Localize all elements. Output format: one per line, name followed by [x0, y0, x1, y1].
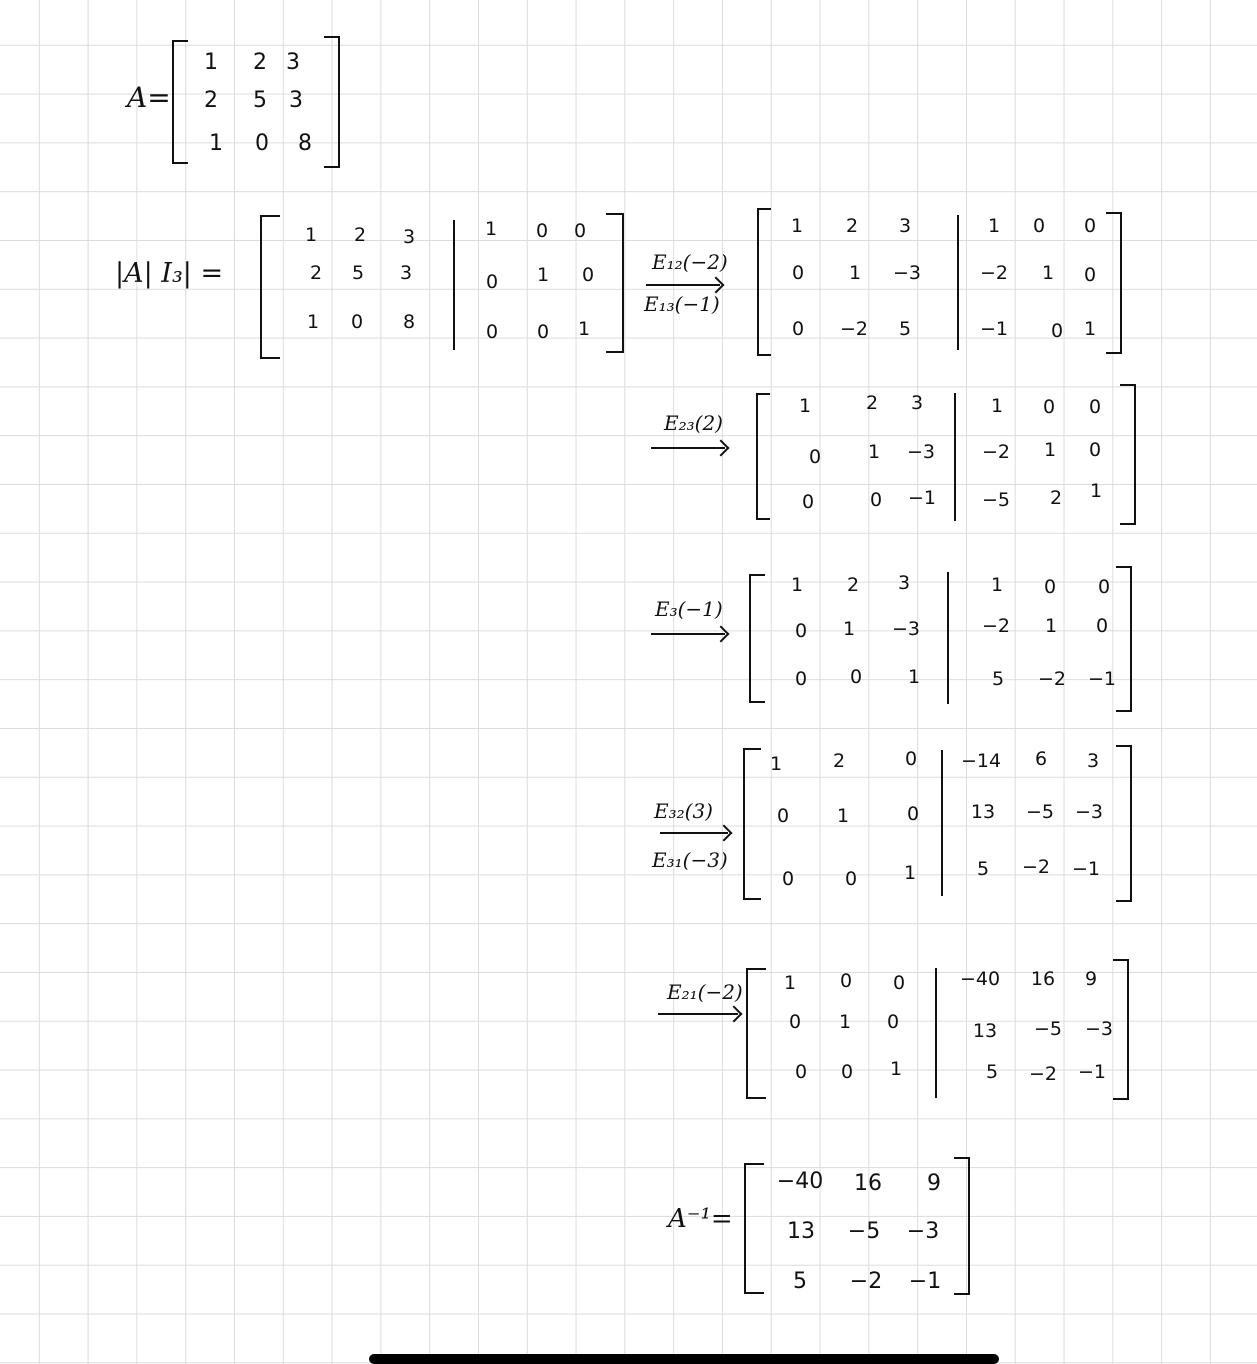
- matrix-a-cell: 3: [286, 50, 300, 75]
- matrix-cell: 9: [1084, 968, 1098, 990]
- matrix-cell: 2: [832, 750, 846, 772]
- matrix-cell: −2: [981, 615, 1010, 637]
- row-op-label: E₁₃(−1): [644, 292, 720, 316]
- matrix-cell: 8: [402, 311, 416, 333]
- matrix-cell: 0: [1088, 396, 1102, 418]
- matrix-cell: 0: [536, 321, 550, 343]
- matrix-cell: −2: [1037, 668, 1066, 690]
- matrix-cell: 1: [907, 666, 921, 688]
- matrix-cell: 0: [808, 446, 822, 468]
- matrix-cell: −2: [981, 441, 1010, 463]
- matrix-cell: 1: [783, 972, 797, 994]
- matrix-cell: −2: [1021, 856, 1050, 878]
- matrix-cell: −3: [1084, 1018, 1113, 1040]
- left-bracket: [756, 393, 770, 520]
- matrix-a-cell: 1: [209, 131, 223, 156]
- matrix-cell: −2: [979, 262, 1008, 284]
- home-indicator-bar[interactable]: [369, 1354, 999, 1364]
- augmented-label: |A| I₃| =: [115, 258, 224, 289]
- matrix-cell: 5: [351, 262, 365, 284]
- matrix-cell: 0: [844, 868, 858, 890]
- matrix-cell: 0: [788, 1011, 802, 1033]
- matrix-cell: 1: [1044, 615, 1058, 637]
- arrow-icon: [658, 1013, 738, 1015]
- matrix-cell: 0: [849, 666, 863, 688]
- matrix-cell: 1: [836, 805, 850, 827]
- row-op-label: E₃₁(−3): [652, 848, 728, 872]
- matrix-cell: −2: [839, 318, 868, 340]
- matrix-cell: 3: [402, 226, 416, 248]
- matrix-cell: 0: [485, 321, 499, 343]
- matrix-cell: 1: [484, 218, 498, 240]
- matrix-cell: 1: [577, 318, 591, 340]
- augment-divider: [957, 215, 959, 350]
- matrix-a-label: A=: [127, 81, 171, 114]
- matrix-cell: −3: [1074, 801, 1103, 823]
- matrix-a-cell: 8: [298, 131, 312, 156]
- matrix-cell: 0: [886, 1011, 900, 1033]
- matrix-cell: 0: [581, 264, 595, 286]
- matrix-cell: 0: [1083, 215, 1097, 237]
- matrix-cell: 0: [869, 489, 883, 511]
- matrix-cell: 0: [1042, 396, 1056, 418]
- left-bracket: [744, 1163, 764, 1294]
- matrix-cell: 3: [399, 262, 413, 284]
- augment-divider: [947, 572, 949, 704]
- matrix-cell: 1: [790, 215, 804, 237]
- matrix-cell: −40: [776, 1169, 824, 1194]
- matrix-cell: 6: [1034, 748, 1048, 770]
- matrix-cell: 2: [846, 574, 860, 596]
- matrix-cell: −1: [979, 318, 1008, 340]
- matrix-cell: 1: [987, 215, 1001, 237]
- matrix-cell: 1: [848, 262, 862, 284]
- matrix-cell: 0: [794, 1061, 808, 1083]
- matrix-cell: 1: [536, 264, 550, 286]
- matrix-cell: 0: [794, 668, 808, 690]
- matrix-cell: 1: [304, 224, 318, 246]
- row-op-label: E₂₁(−2): [667, 980, 743, 1004]
- matrix-cell: 3: [910, 392, 924, 414]
- augment-divider: [954, 393, 956, 521]
- matrix-a-cell: 2: [204, 88, 218, 113]
- matrix-cell: 1: [1089, 480, 1103, 502]
- row-op-label: E₂₃(2): [664, 411, 723, 435]
- matrix-cell: 5: [793, 1269, 807, 1294]
- matrix-cell: 0: [892, 972, 906, 994]
- matrix-cell: 0: [906, 803, 920, 825]
- matrix-cell: 0: [1097, 576, 1111, 598]
- matrix-a-cell: 1: [204, 50, 218, 75]
- matrix-cell: −1: [1071, 858, 1100, 880]
- matrix-cell: 0: [904, 748, 918, 770]
- matrix-cell: −5: [981, 489, 1010, 511]
- matrix-cell: 1: [769, 753, 783, 775]
- matrix-cell: 1: [990, 574, 1004, 596]
- matrix-cell: −14: [960, 750, 1002, 772]
- matrix-cell: −40: [959, 968, 1001, 990]
- matrix-cell: 3: [898, 215, 912, 237]
- matrix-a-cell: 2: [253, 50, 267, 75]
- matrix-cell: 2: [845, 215, 859, 237]
- matrix-cell: 1: [1083, 318, 1097, 340]
- matrix-cell: 13: [787, 1219, 815, 1244]
- arrow-icon: [660, 832, 728, 834]
- matrix-cell: 3: [1086, 750, 1100, 772]
- matrix-a-cell: 0: [255, 131, 269, 156]
- matrix-cell: 2: [353, 224, 367, 246]
- matrix-cell: −1: [1087, 668, 1116, 690]
- matrix-cell: 2: [865, 392, 879, 414]
- matrix-cell: 0: [839, 970, 853, 992]
- matrix-cell: −1: [1077, 1061, 1106, 1083]
- matrix-cell: 1: [790, 574, 804, 596]
- left-bracket: [260, 215, 280, 359]
- matrix-cell: 5: [985, 1061, 999, 1083]
- matrix-cell: 1: [838, 1011, 852, 1033]
- matrix-cell: 0: [485, 271, 499, 293]
- matrix-a-cell: 3: [289, 88, 303, 113]
- arrow-icon: [651, 447, 725, 449]
- matrix-cell: 5: [991, 668, 1005, 690]
- matrix-cell: 1: [990, 395, 1004, 417]
- matrix-cell: 5: [976, 858, 990, 880]
- matrix-cell: 1: [306, 311, 320, 333]
- augment-divider: [935, 968, 937, 1098]
- matrix-cell: 0: [791, 318, 805, 340]
- matrix-cell: 0: [1088, 439, 1102, 461]
- matrix-cell: −2: [1028, 1063, 1057, 1085]
- inverse-label: A⁻¹=: [668, 1204, 733, 1234]
- matrix-cell: −1: [908, 1269, 942, 1294]
- matrix-cell: 1: [889, 1058, 903, 1080]
- matrix-cell: 13: [970, 801, 996, 823]
- matrix-cell: 0: [350, 311, 364, 333]
- augment-divider: [453, 220, 455, 350]
- matrix-cell: 0: [573, 220, 587, 242]
- row-op-label: E₁₂(−2): [652, 250, 728, 274]
- matrix-cell: 0: [840, 1061, 854, 1083]
- matrix-cell: 1: [1043, 439, 1057, 461]
- matrix-cell: −3: [906, 1219, 940, 1244]
- matrix-cell: 16: [1030, 968, 1056, 990]
- arrow-icon: [651, 633, 725, 635]
- matrix-cell: 16: [854, 1171, 882, 1196]
- matrix-cell: 5: [898, 318, 912, 340]
- matrix-cell: 0: [1050, 320, 1064, 342]
- matrix-cell: 0: [794, 620, 808, 642]
- matrix-cell: −5: [1025, 801, 1054, 823]
- arrow-icon: [646, 284, 720, 286]
- matrix-cell: −1: [907, 487, 936, 509]
- matrix-cell: 0: [776, 805, 790, 827]
- matrix-cell: 0: [781, 868, 795, 890]
- matrix-cell: 13: [972, 1020, 998, 1042]
- matrix-cell: 2: [309, 262, 323, 284]
- matrix-a-cell: 5: [253, 88, 267, 113]
- matrix-cell: 1: [798, 395, 812, 417]
- matrix-cell: 0: [535, 220, 549, 242]
- row-op-label: E₃₂(3): [654, 799, 713, 823]
- matrix-cell: −5: [847, 1219, 881, 1244]
- matrix-cell: 1: [1041, 262, 1055, 284]
- matrix-cell: −3: [891, 618, 920, 640]
- matrix-cell: −5: [1033, 1018, 1062, 1040]
- matrix-cell: 0: [1032, 215, 1046, 237]
- matrix-cell: 0: [801, 491, 815, 513]
- left-bracket: [749, 574, 765, 703]
- matrix-cell: 0: [1095, 615, 1109, 637]
- matrix-cell: 2: [1049, 487, 1063, 509]
- matrix-cell: 1: [842, 618, 856, 640]
- matrix-cell: 0: [1083, 264, 1097, 286]
- matrix-cell: 0: [791, 262, 805, 284]
- matrix-cell: −2: [849, 1269, 883, 1294]
- row-op-label: E₃(−1): [655, 597, 723, 621]
- matrix-cell: 9: [927, 1171, 941, 1196]
- matrix-cell: 0: [1043, 576, 1057, 598]
- matrix-cell: 1: [867, 441, 881, 463]
- matrix-cell: 3: [897, 572, 911, 594]
- matrix-cell: 1: [903, 862, 917, 884]
- matrix-cell: −3: [892, 262, 921, 284]
- matrix-cell: −3: [906, 441, 935, 463]
